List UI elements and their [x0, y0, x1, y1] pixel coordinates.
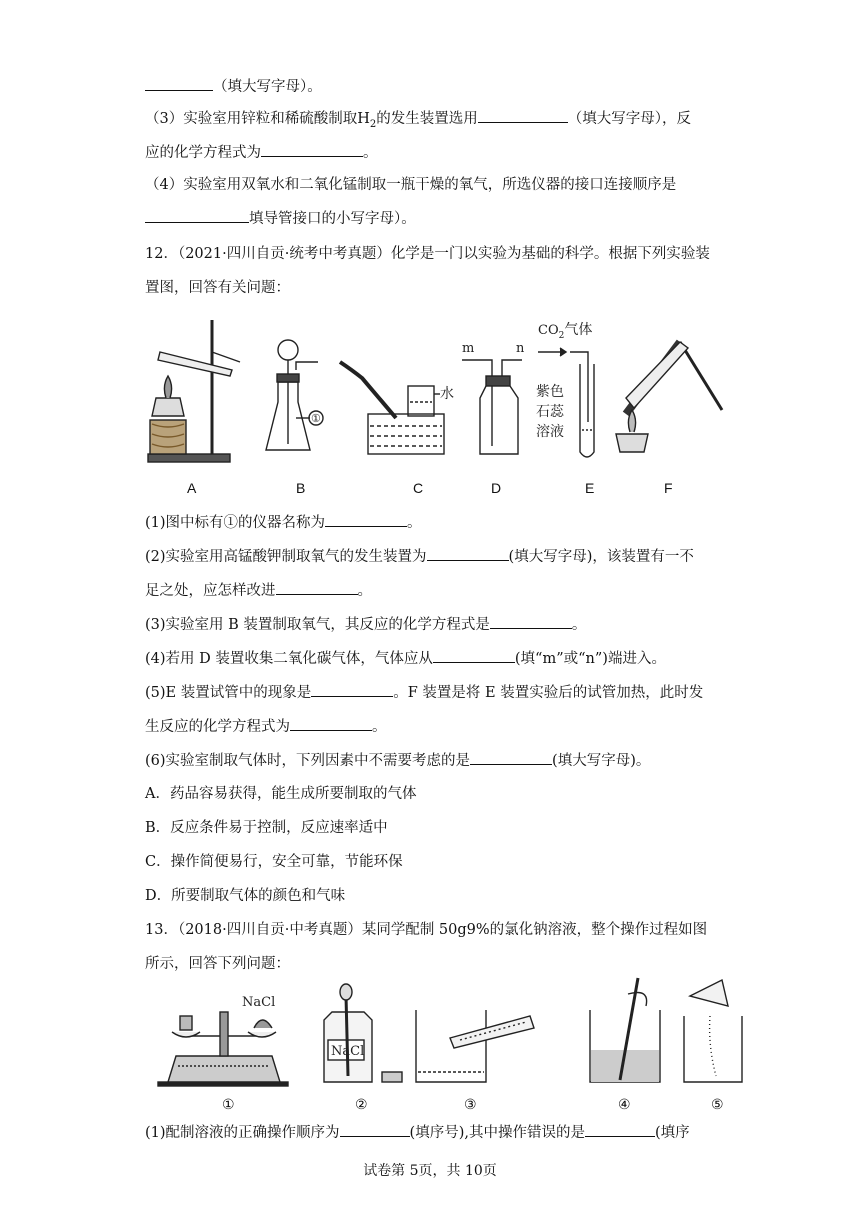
text: 。: [357, 583, 372, 599]
q13-figure-label-1: ①: [222, 1096, 235, 1112]
text: 生反应的化学方程式为: [145, 719, 290, 735]
q12-option-b[interactable]: [145, 818, 388, 838]
answer-blank[interactable]: [261, 142, 363, 157]
prev-q-part3-line2: [145, 142, 378, 163]
text: （4）实验室用双氧水和二氧化锰制取一瓶干燥的氧气，所选仪器的接口连接顺序是: [145, 177, 677, 193]
text: H: [357, 111, 370, 127]
page-footer: 试卷第 5页，共 10页: [363, 1163, 497, 1179]
text: 的发生装置选用: [376, 111, 478, 127]
pouring-solid: [684, 980, 742, 1082]
prev-q-part3: [145, 108, 691, 135]
balance-scale: [158, 995, 288, 1086]
text: 。: [407, 515, 422, 531]
purple-label: 紫色: [536, 384, 564, 400]
answer-blank[interactable]: [145, 76, 213, 91]
answer-blank[interactable]: [325, 512, 407, 527]
apparatus-d: [462, 341, 525, 454]
figure-label-f: F: [664, 480, 673, 496]
prev-q-part4-line2: [145, 208, 416, 229]
text: 。: [363, 145, 378, 161]
water-label: 水: [440, 386, 454, 402]
q13-figure-label-2: ②: [355, 1096, 368, 1112]
text: 。: [571, 617, 587, 633]
text: A．药品容易获得，能生成所要制取的气体: [145, 786, 417, 802]
text: D．所要制取气体的颜色和气味: [145, 888, 346, 904]
q12-option-a[interactable]: [145, 784, 416, 804]
text: (填序: [654, 1125, 690, 1141]
answer-blank[interactable]: [585, 1122, 655, 1137]
answer-blank[interactable]: [478, 108, 568, 123]
text: 。F 装置是将 E 装置实验后的试管加热，此时发: [393, 685, 704, 701]
q12-part1: [145, 512, 422, 533]
answer-blank[interactable]: [470, 750, 552, 765]
text: （3）实验室用锌粒和稀硫酸制取: [145, 111, 358, 127]
apparatus-c: [340, 362, 454, 454]
text: (1)图中标有①的仪器名称为: [145, 515, 326, 531]
apparatus-e: [536, 321, 594, 457]
q13-solution-prep-figure: [150, 976, 750, 1088]
q12-part2: [145, 546, 694, 567]
answer-blank[interactable]: [290, 716, 372, 731]
port-m-label: m: [462, 341, 475, 356]
q12-option-c[interactable]: [145, 852, 403, 872]
text: (3)实验室用 B 装置制取氧气，其反应的化学方程式是: [145, 617, 490, 633]
nacl-label-balance: NaCl: [242, 995, 276, 1010]
text: (4)若用 D 装置收集二氧化碳气体，气体应从: [145, 651, 433, 667]
apparatus-f: [616, 342, 722, 452]
q13-header: [145, 920, 707, 940]
reagent-bottle: [324, 984, 402, 1082]
text: (2)实验室用高锰酸钾制取氧气的发生装置为: [145, 549, 427, 565]
subscript: 2: [369, 118, 377, 130]
text: 填导管接口的小写字母）。: [249, 211, 416, 227]
q12-header-line2: [145, 278, 290, 298]
text: (填序号),其中操作错误的是: [409, 1125, 585, 1141]
text: （填大写字母）。: [213, 79, 322, 95]
text: (5)E 装置试管中的现象是: [145, 685, 312, 701]
answer-blank[interactable]: [311, 682, 393, 697]
pouring-cylinder: [416, 1010, 534, 1082]
answer-blank[interactable]: [433, 648, 515, 663]
prev-q-line1: [145, 76, 322, 97]
figure-label-a: A: [187, 480, 197, 496]
q12-part4: [145, 648, 666, 669]
text: 13．（2018·四川自贡·中考真题）某同学配制 50g9%的氯化钠溶液，整个操作过程如图: [145, 922, 708, 938]
co2-label: $CO_2$气体: [538, 322, 593, 341]
q12-part5-line2: [145, 716, 387, 737]
text: 应的化学方程式为: [145, 145, 261, 161]
text: (6)实验室制取气体时，下列因素中不需要考虑的是: [145, 753, 471, 769]
text: 。: [372, 719, 387, 735]
circle-label: ①: [311, 412, 321, 425]
text: 置图，回答有关问题：: [145, 280, 290, 296]
text: 所示，回答下列问题：: [145, 956, 290, 972]
text: (1)配制溶液的正确操作顺序为: [145, 1125, 340, 1141]
answer-blank[interactable]: [340, 1122, 410, 1137]
figure-label-b: B: [296, 480, 306, 496]
answer-blank[interactable]: [490, 614, 572, 629]
nacl-label-bottle: NaCl: [331, 1044, 365, 1059]
q12-header: [145, 244, 710, 264]
q13-figure-label-4: ④: [618, 1096, 631, 1112]
text: 足之处，应怎样改进: [145, 583, 276, 599]
q13-figure-label-3: ③: [464, 1096, 477, 1112]
text: （填大写字母），反: [567, 111, 692, 127]
q12-part6: [145, 750, 650, 771]
figure-label-e: E: [585, 480, 595, 496]
figure-label-c: C: [413, 480, 424, 496]
text: C．操作简便易行，安全可靠，节能环保: [145, 854, 403, 870]
port-n-label: n: [516, 341, 525, 356]
apparatus-b: [266, 340, 323, 450]
text: B．反应条件易于控制，反应速率适中: [145, 820, 388, 836]
text: 12．（2021·四川自贡·统考中考真题）化学是一门以实验为基础的科学。根据下列实验装: [145, 246, 710, 262]
solution-label: 溶液: [536, 424, 564, 440]
figure-label-d: D: [491, 480, 502, 496]
q12-part3: [145, 614, 586, 635]
text: (填大写字母)。: [552, 753, 651, 769]
prev-q-part4: [145, 175, 676, 195]
q13-part1: [145, 1122, 690, 1143]
litmus-label: 石蕊: [536, 404, 564, 420]
text: (填大写字母)，该装置有一不: [508, 549, 694, 565]
q12-apparatus-figure: [140, 312, 740, 504]
q12-part2-line2: [145, 580, 372, 601]
answer-blank[interactable]: [276, 580, 358, 595]
answer-blank[interactable]: [427, 546, 509, 561]
stirring-beaker: [590, 978, 660, 1082]
apparatus-a: [148, 320, 240, 462]
q12-option-d[interactable]: [145, 886, 345, 906]
q13-figure-label-5: ⑤: [711, 1096, 724, 1112]
answer-blank[interactable]: [145, 208, 249, 223]
q13-header-line2: [145, 954, 290, 974]
text: (填“m”或“n”)端进入。: [514, 651, 666, 667]
q12-part5: [145, 682, 703, 703]
